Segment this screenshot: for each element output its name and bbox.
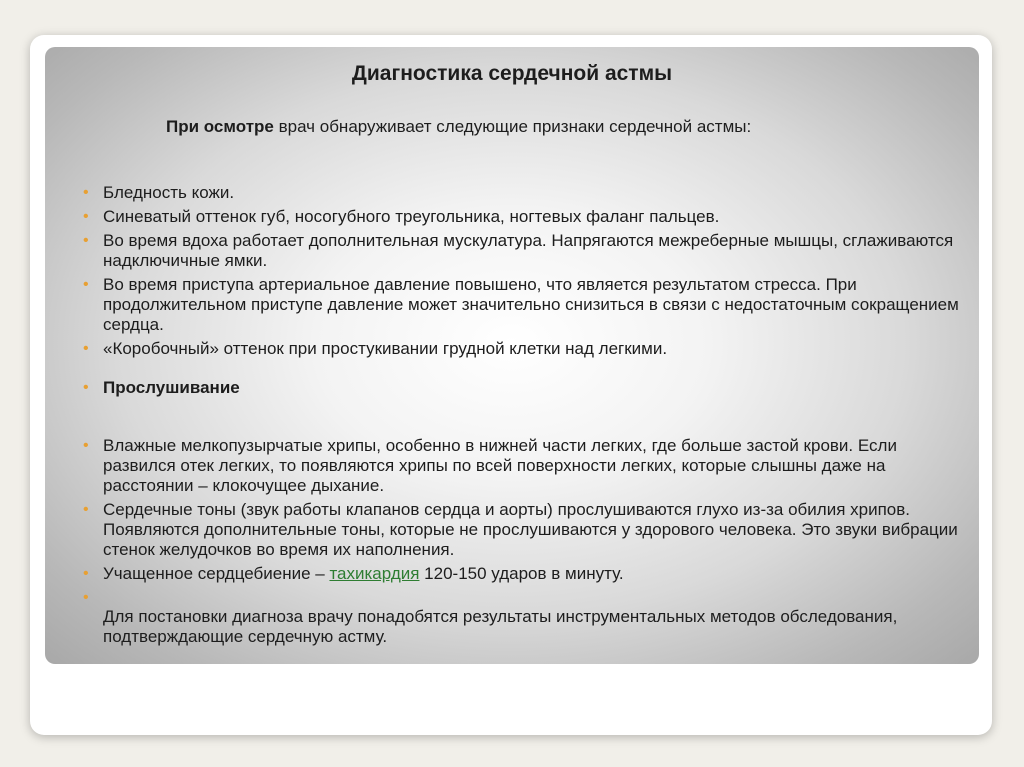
bullet-icon: • (83, 276, 89, 293)
slide-title: Диагностика сердечной астмы (351, 62, 673, 85)
list-item-text (103, 564, 624, 583)
list-item-text: Во время приступа артериальное давление повышено, что является результатом стресса. При продолжительном приступе давление может значительно снизиться в связи с недостаточным сокращением сердца. (103, 275, 959, 334)
list-item (83, 500, 973, 560)
bullet-icon: • (83, 565, 89, 582)
list-item-text: Бледность кожи. (103, 183, 235, 202)
list-item-empty (83, 588, 973, 608)
bullet-list (83, 183, 973, 651)
list-item-text: Влажные мелкопузырчатые хрипы, особенно в нижней части легких, где больше застой крови. Если развился отек легких, то появляются хрипы по всей поверхности легких, которые слышны даже на расстоянии – клокочущее дыхание. (103, 436, 897, 495)
section-heading-text: Прослушивание (103, 378, 240, 397)
intro-text: врач обнаруживает следующие признаки сердечной астмы: (273, 117, 752, 136)
tachycardia-link[interactable]: тахикардия (329, 564, 420, 583)
bullet-icon: • (83, 208, 89, 225)
list-item-text: Во время вдоха работает дополнительная мускулатура. Напрягаются межреберные мышцы, сглаживаются надключичные ямки. (103, 231, 954, 270)
list-item-text: Сердечные тоны (звук работы клапанов сердца и аорты) прослушиваются глухо из-за обилия хрипов. Появляются дополнительные тоны, которые не прослушиваются у здорового человека. Это звуки вибрации стенок желудочков во время их наполнения. (103, 500, 958, 559)
list-item (83, 275, 973, 335)
list-item (83, 183, 973, 203)
spacer (103, 402, 973, 436)
bullet-icon: • (83, 379, 89, 396)
list-item (83, 207, 973, 227)
tachy-suffix: 120-150 ударов в минуту. (419, 564, 624, 583)
intro-bold: При осмотре (166, 117, 274, 136)
tachy-prefix: Учащенное сердцебиение – (103, 564, 330, 583)
slide-intro (166, 117, 751, 137)
list-item (83, 564, 973, 584)
bullet-icon: • (83, 340, 89, 357)
spacer (103, 363, 973, 378)
list-item (83, 231, 973, 271)
section-heading (83, 378, 973, 398)
bullet-icon: • (83, 437, 89, 454)
bullet-icon: • (83, 589, 89, 606)
list-item-text: Синеватый оттенок губ, носогубного треугольника, ногтевых фаланг пальцев. (103, 207, 720, 226)
closing-text: Для постановки диагноза врачу понадобятся результаты инструментальных методов обследования, подтверждающие сердечную астму. (103, 607, 898, 646)
closing-paragraph (103, 607, 973, 647)
list-item-text: «Коробочный» оттенок при простукивании грудной клетки над легкими. (103, 339, 668, 358)
list-item (83, 339, 973, 359)
list-item (83, 436, 973, 496)
bullet-icon: • (83, 501, 89, 518)
bullet-icon: • (83, 184, 89, 201)
bullet-icon: • (83, 232, 89, 249)
